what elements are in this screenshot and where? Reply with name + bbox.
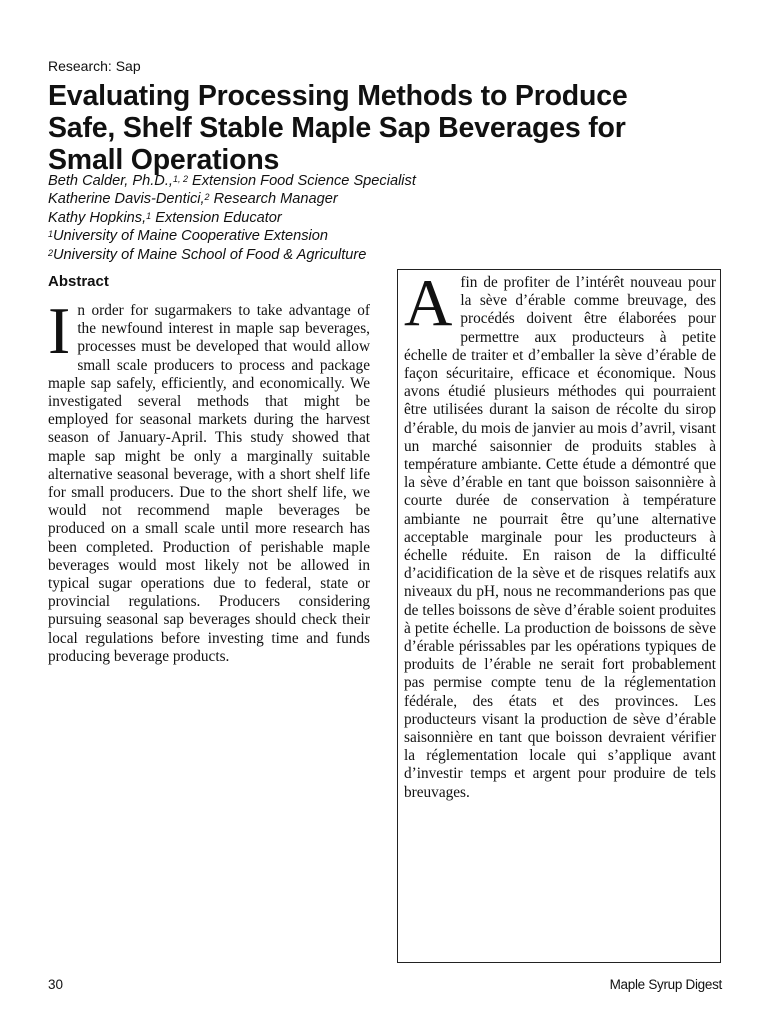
affiliation-line: [48, 227, 416, 245]
author-role: Research Manager: [209, 191, 338, 208]
abstract-french-text: fin de profiter de l’intérêt nouveau pour la sève d’érable comme breuvage, des procédés doivent être élaborées pour permettre aux producteurs à petite échelle de traiter et d’emballer la sève d’érable de façon sécuritaire, efficace et économique. Nous avons étudié plusieurs méthodes qui pourraient être utilisées durant la saison de récolte du sirop d’érable, du mois de janvier au mois d’avril, visant un marché saisonnier de produits stables à température ambiante. Cette étude a démontré que la sève d’érable en tant que boisson saisonnière à courte durée de conservation à température ambiante ne pourrait être qu’une alternative acceptable marginale pour les producteurs à échelle réduite. En raison de la difficulté d’acidification de la sève et de risques relatifs aux niveaux du pH, nous ne recommanderions pas que de telles boissons de sève d’érable soient produites à petite échelle. La production de boissons de sève d’érable périssables par les opérations typiques de produits de l’érable ne serait fort probablement pas permise compte tenu de la réglementation fédérale, des états et des provinces. Les producteurs visant la production de sève d’érable saisonnière en tant que boisson devraient vérifier la réglementation locale qui s’applique avant d’investir temps et argent pour produire de tels breuvages.: [404, 274, 716, 801]
abstract-french: [404, 266, 716, 802]
author-line: [48, 190, 416, 208]
drop-cap: I: [48, 294, 71, 368]
title-line: Evaluating Processing Methods to Produce: [48, 80, 628, 112]
author-list: [48, 172, 416, 264]
author-role: Extension Food Science Specialist: [187, 173, 416, 189]
article-title: [48, 80, 728, 176]
author-name: Kathy Hopkins,: [48, 209, 147, 226]
author-affiliation-mark: 1: [146, 210, 152, 221]
author-affiliation-mark: 2: [204, 192, 210, 203]
title-line: Safe, Shelf Stable Maple Sap Beverages for: [48, 112, 626, 144]
affiliation-mark: 1: [48, 229, 54, 240]
affiliation-text: University of Maine Cooperative Extension: [53, 228, 328, 245]
author-line: [48, 209, 416, 227]
title-line: Small Operations: [48, 144, 280, 176]
abstract-french-box: [397, 266, 721, 963]
affiliation-line: [48, 246, 416, 264]
author-name: Katherine Davis-Dentici,: [48, 191, 205, 208]
abstract-heading: Abstract: [48, 273, 109, 290]
author-affiliation-mark: 1, 2: [172, 174, 188, 184]
author-role: Extension Educator: [151, 209, 282, 226]
publication-name: Maple Syrup Digest: [609, 977, 722, 992]
author-line: [48, 172, 416, 190]
abstract-english-text: n order for sugarmakers to take advantage of the newfound interest in maple sap beverages, processes must be developed that would allow small scale producers to process and package maple sap safely, efficiently, and economically. We investigated several methods that might be employed for seasonal markets during the harvest season of January-April. This study showed that maple sap might be only a marginally suitable alternative seasonal beverage, with a short shelf life for small producers. Due to the short shelf life, we would not recommend maple beverages be produced on a small scale until more research has been completed. Production of perishable maple beverages would most likely not be allowed in typical sugar operations due to federal, state or provincial regulations. Producers considering pursuing seasonal sap beverages should check their local regulations before investing time and funds producing beverage products.: [48, 302, 370, 665]
affiliation-mark: 2: [48, 247, 54, 258]
abstract-english: [48, 294, 370, 666]
section-label: Research: Sap: [48, 58, 141, 74]
drop-cap: A: [404, 266, 453, 340]
affiliation-text: University of Maine School of Food & Agriculture: [53, 246, 367, 263]
author-name: Beth Calder, Ph.D.,: [48, 173, 173, 189]
page-number: 30: [48, 977, 64, 992]
